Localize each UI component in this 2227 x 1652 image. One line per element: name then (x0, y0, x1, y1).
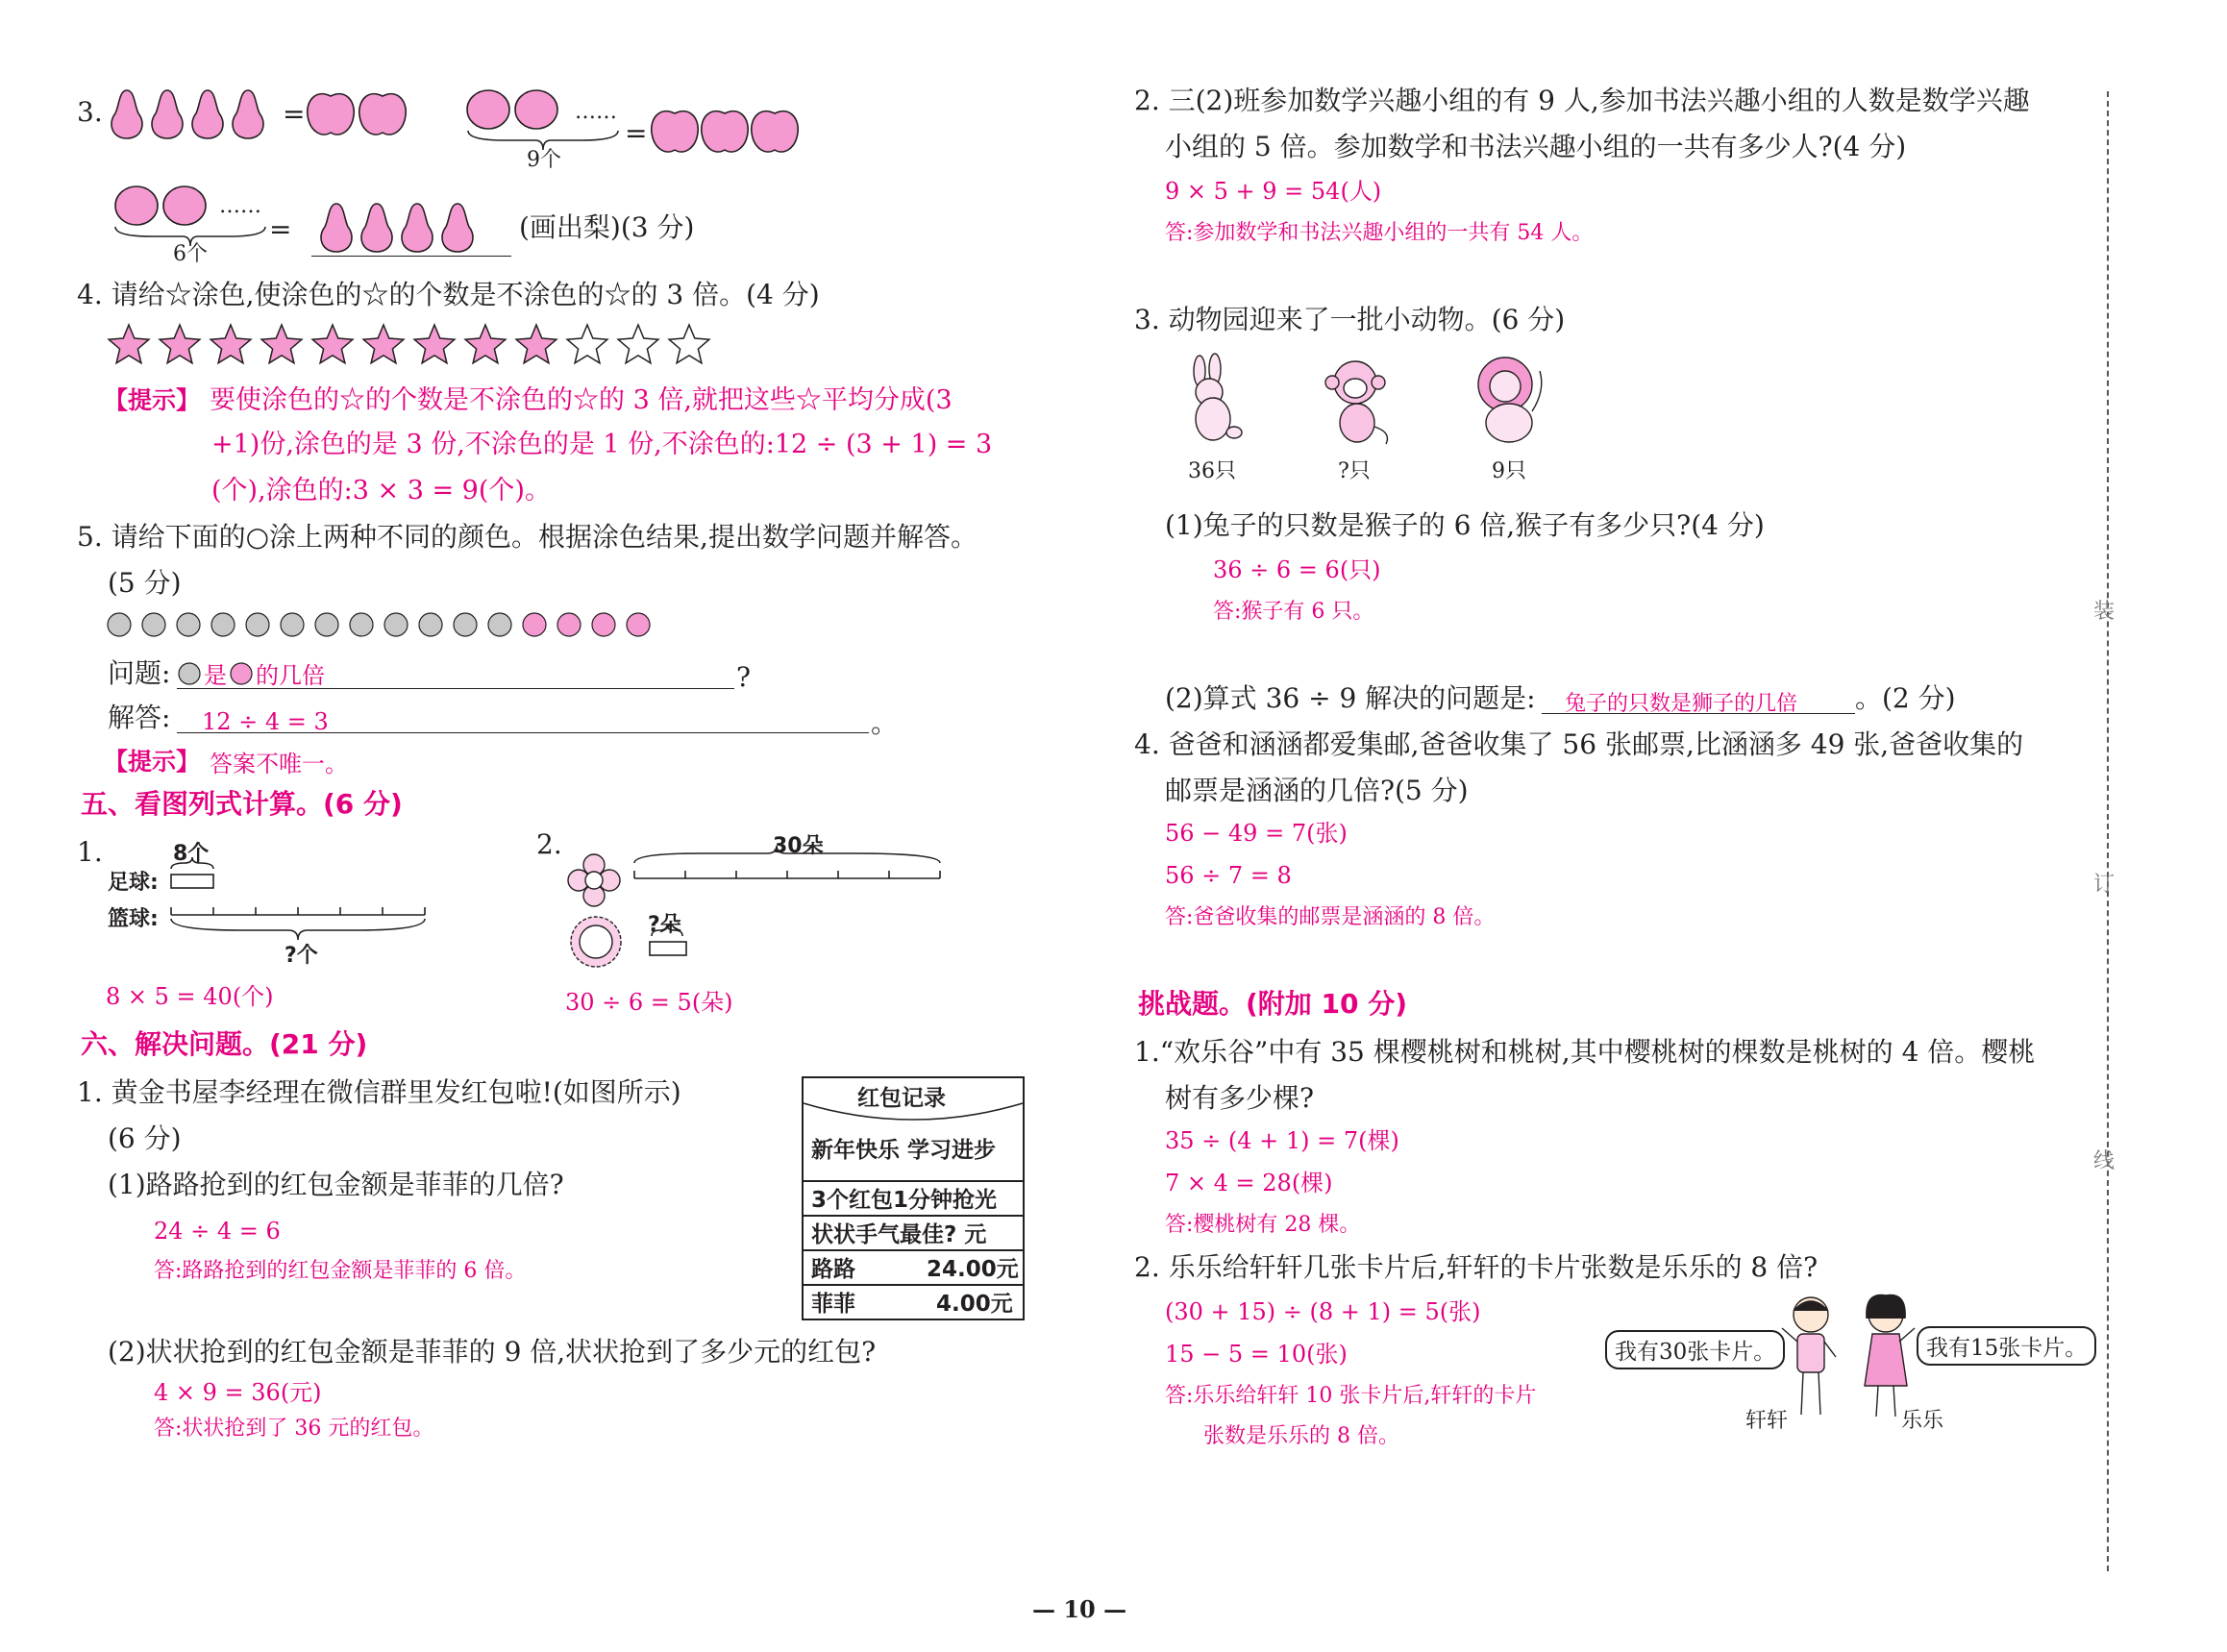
s6-q1-sub2-ans2: 答:状状抢到了 36 元的红包。 (154, 1417, 434, 1441)
lion-icon (1467, 352, 1551, 448)
monkey-count: ?只 (1338, 459, 1371, 483)
circle-gray (384, 613, 408, 636)
star-filled (160, 325, 200, 363)
s5-q2-answer: 30 ÷ 6 = 5(朵) (565, 989, 733, 1016)
star-filled (465, 325, 506, 363)
star-empty (618, 325, 658, 363)
c2-ans4: 张数是乐乐的 8 倍。 (1203, 1424, 1399, 1448)
circle-row (108, 611, 646, 640)
r-q4-ans2: 56 ÷ 7 = 8 (1165, 862, 1292, 889)
star-filled (109, 325, 149, 363)
c1-line1: 1.“欢乐谷”中有 35 棵樱桃树和桃树,其中樱桃树的棵数是桃树的 4 倍。樱桃 (1134, 1036, 2036, 1068)
star-empty (567, 325, 607, 363)
star-row (108, 323, 723, 371)
sunflower-icon (567, 913, 625, 971)
c1-ans1: 35 ÷ (4 + 1) = 7(棵) (1165, 1127, 1399, 1154)
orange-group-1 (465, 88, 571, 133)
speech-bubble-lele: 我有15张卡片。 (1917, 1326, 2096, 1366)
r-q4-line1: 4. 爸爸和涵涵都爱集邮,爸爸收集了 56 张邮票,比涵涵多 49 张,爸爸收集的 (1134, 728, 2024, 760)
circle-pink (557, 613, 581, 636)
s5-q2-top-label: 30朵 (773, 834, 824, 858)
equals-sign: = (283, 98, 306, 130)
section-6-title: 六、解决问题。(21 分) (81, 1028, 368, 1060)
boy-icon (1780, 1294, 1842, 1428)
s6-q1-sub2-ans1: 4 × 9 = 36(元) (154, 1379, 322, 1406)
equals-sign-3: = (269, 213, 292, 245)
c1-ans2: 7 × 4 = 28(棵) (1165, 1170, 1333, 1196)
r-q3-sub2-fill: 兔子的只数是狮子的几倍 (1565, 692, 1798, 716)
star-filled (414, 325, 455, 363)
r-q4-ans1: 56 − 49 = 7(张) (1165, 820, 1348, 847)
question-4-text: 4. 请给☆涂色,使涂色的☆的个数是不涂色的☆的 3 倍。(4 分) (77, 279, 820, 310)
pear-group-2 (315, 198, 488, 256)
c2-ans1: (30 + 15) ÷ (8 + 1) = 5(张) (1165, 1298, 1481, 1325)
red-packet-greeting: 新年快乐 学习进步 (811, 1138, 997, 1163)
margin-mark-3: 线 (2093, 1149, 2116, 1173)
star-filled (261, 325, 302, 363)
star-filled (363, 325, 404, 363)
r-q2-ans2: 答:参加数学和书法兴趣小组的一共有 54 人。 (1165, 221, 1594, 245)
draw-pear-note: (画出梨)(3 分) (519, 211, 695, 243)
ellipsis: …… (575, 100, 617, 124)
s5-q1-bottom-label: ?个 (285, 944, 318, 968)
gray-circle-icon (177, 661, 202, 686)
question-label: 问题: (108, 657, 171, 689)
circle-gray (350, 613, 373, 636)
binding-dashed-line (2107, 91, 2109, 1571)
r-q3-line1: 3. 动物园迎来了一批小动物。(6 分) (1134, 304, 1566, 335)
answer-text: 12 ÷ 4 = 3 (202, 708, 329, 735)
section-5-title: 五、看图列式计算。(6 分) (81, 788, 403, 820)
circle-gray (454, 613, 477, 636)
rabbit-count: 36只 (1188, 459, 1236, 483)
circle-gray (108, 613, 131, 636)
s5-q1-row1: 足球: (108, 871, 159, 895)
hint-line-3: (个),涂色的:3 × 3 = 9(个)。 (211, 476, 551, 505)
c2-line1: 2. 乐乐给轩轩几张卡片后,轩轩的卡片张数是乐乐的 8 倍? (1134, 1251, 1819, 1283)
red-packet-row-2: 状状手气最佳? 元 (804, 1215, 1023, 1251)
r-q3-sub1: (1)兔子的只数是猴子的 6 倍,猴子有多少只?(4 分) (1165, 509, 1765, 541)
hint-text-2: 答案不唯一。 (210, 751, 348, 777)
r-q2-ans1: 9 × 5 + 9 = 54(人) (1165, 178, 1382, 205)
page-number: — 10 — (1032, 1595, 1127, 1623)
s5-q2-num: 2. (536, 828, 562, 860)
lion-count: 9只 (1492, 459, 1526, 483)
circle-gray (246, 613, 269, 636)
name-xuanxuan: 轩轩 (1745, 1409, 1789, 1433)
r-q3-sub2-pre: (2)算式 36 ÷ 9 解决的问题是: (1165, 682, 1536, 714)
c2-ans2: 15 − 5 = 10(张) (1165, 1341, 1348, 1368)
pear-group-1 (106, 85, 279, 142)
orange-group-2 (113, 185, 219, 229)
red-packet-title: 红包记录 (857, 1086, 946, 1111)
rabbit-icon (1180, 356, 1251, 448)
c1-line2: 树有多少棵? (1165, 1082, 1315, 1114)
r-q2-line2: 小组的 5 倍。参加数学和书法兴趣小组的一共有多少人?(4 分) (1165, 131, 1907, 162)
circle-gray (419, 613, 442, 636)
question-5-line-1: 5. 请给下面的○涂上两种不同的颜色。根据涂色结果,提出数学问题并解答。 (77, 521, 977, 553)
red-packet-record (802, 1076, 1025, 1320)
question-end: ? (736, 661, 752, 693)
circle-gray (488, 613, 511, 636)
brace-label-9: 9个 (527, 148, 561, 172)
star-empty (669, 325, 709, 363)
hint-line-1: 要使涂色的☆的个数是不涂色的☆的 3 倍,就把这些☆平均分成(3 (210, 385, 953, 415)
r-q4-line2: 邮票是涵涵的几倍?(5 分) (1165, 775, 1469, 806)
question-text-2: 的几倍 (256, 662, 325, 689)
s5-q1-num: 1. (77, 836, 103, 868)
apple-group-2 (650, 102, 804, 156)
apple-group-1 (306, 85, 411, 138)
s6-q1-line1: 1. 黄金书屋李经理在微信群里发红包啦!(如图所示) (77, 1076, 681, 1108)
s6-q1-sub2: (2)状状抢到的红包金额是菲菲的 9 倍,状状抢到了多少元的红包? (108, 1336, 877, 1368)
r-q2-line1: 2. 三(2)班参加数学兴趣小组的有 9 人,参加书法兴趣小组的人数是数学兴趣 (1134, 85, 2030, 116)
monkey-icon (1319, 356, 1396, 448)
r-q4-ans3: 答:爸爸收集的邮票是涵涵的 8 倍。 (1165, 905, 1496, 929)
name-lele: 乐乐 (1901, 1409, 1944, 1433)
circle-pink (627, 613, 650, 636)
answer-end: 。 (871, 707, 899, 739)
r-q3-sub1-ans2: 答:猴子有 6 只。 (1213, 600, 1374, 624)
hint-tag: 【提示】 (104, 386, 201, 414)
s5-q1-answer: 8 × 5 = 40(个) (106, 983, 274, 1010)
s6-q1-sub1-ans2: 答:路路抢到的红包金额是菲菲的 6 倍。 (154, 1259, 527, 1283)
c1-ans3: 答:樱桃树有 28 棵。 (1165, 1213, 1361, 1237)
r-q3-sub2-post: 。(2 分) (1855, 682, 1956, 714)
s5-q2-side-label: ?朵 (648, 913, 681, 937)
flower-icon (565, 851, 623, 909)
s6-q1-sub1: (1)路路抢到的红包金额是菲菲的几倍? (108, 1169, 564, 1200)
question-5-line-2: (5 分) (108, 567, 182, 599)
s5-q1-row2: 篮球: (108, 907, 159, 931)
circle-gray (211, 613, 235, 636)
star-filled (516, 325, 557, 363)
circle-gray (142, 613, 165, 636)
pink-circle-icon (229, 661, 254, 686)
c2-ans3: 答:乐乐给轩轩 10 张卡片后,轩轩的卡片 (1165, 1384, 1537, 1408)
equals-sign-2: = (625, 117, 648, 149)
challenge-title: 挑战题。(附加 10 分) (1138, 988, 1408, 1020)
circle-gray (281, 613, 304, 636)
hint-line-2: +1)份,涂色的是 3 份,不涂色的是 1 份,不涂色的:12 ÷ (3 + 1) = 3 (211, 430, 993, 459)
question-text: 是 (204, 662, 227, 689)
ellipsis-2: …… (219, 194, 261, 218)
red-packet-row-1: 3个红包1分钟抢光 (804, 1180, 1023, 1217)
circle-pink (592, 613, 615, 636)
star-filled (312, 325, 353, 363)
circle-pink (523, 613, 546, 636)
margin-mark-1: 装 (2093, 600, 2116, 624)
speech-bubble-xuanxuan: 我有30张卡片。 (1605, 1330, 1785, 1369)
brace-label-6: 6个 (173, 242, 208, 266)
margin-mark-2: 订 (2093, 873, 2116, 897)
circle-gray (177, 613, 200, 636)
red-packet-row-4: 菲菲 4.00元 (804, 1284, 1023, 1319)
red-packet-row-3: 路路 24.00元 (804, 1249, 1023, 1286)
star-filled (210, 325, 251, 363)
answer-label: 解答: (108, 702, 171, 733)
s6-q1-line2: (6 分) (108, 1122, 182, 1154)
s5-q1-top-label: 8个 (173, 842, 210, 866)
question-3-number: 3. (77, 96, 103, 128)
hint-tag-2: 【提示】 (104, 748, 201, 776)
circle-gray (315, 613, 338, 636)
s6-q1-sub1-ans1: 24 ÷ 4 = 6 (154, 1218, 281, 1245)
r-q3-sub1-ans1: 36 ÷ 6 = 6(只) (1213, 556, 1381, 583)
